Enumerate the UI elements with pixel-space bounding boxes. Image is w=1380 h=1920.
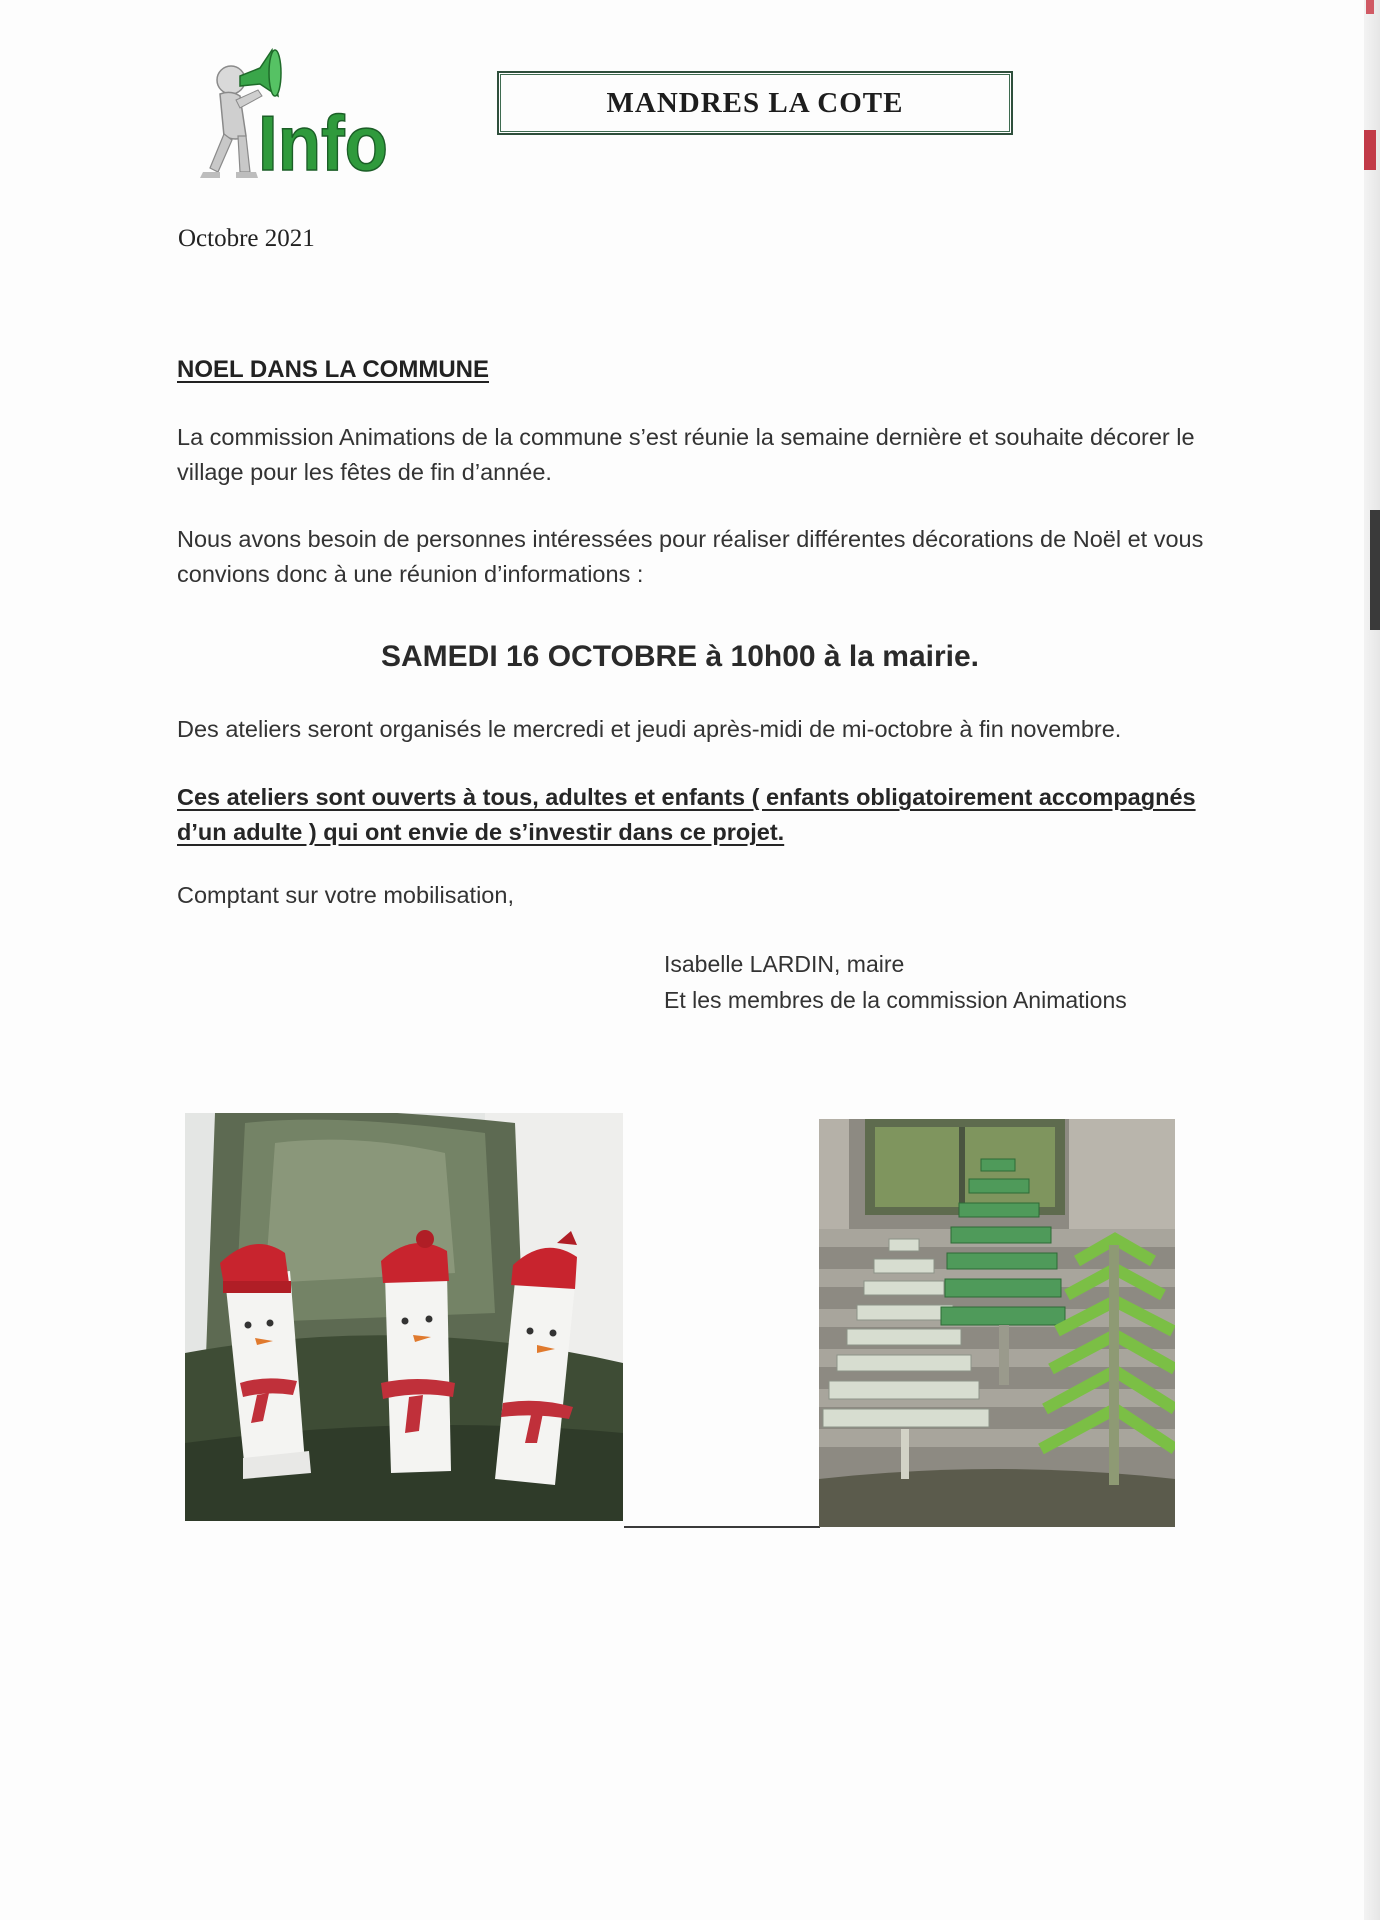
scan-edge-mark — [1366, 0, 1374, 14]
meeting-announcement — [0, 640, 1380, 674]
workshops-paragraph: Des ateliers seront organisés le mercredi et jeudi après-midi de mi-octobre à fin novembre. — [177, 716, 1122, 742]
logo-text: Info — [258, 99, 388, 187]
scan-edge-mark — [1370, 510, 1380, 630]
scan-edge-mark — [1364, 130, 1376, 170]
request-paragraph: Nous avons besoin de personnes intéressées pour réaliser différentes décorations de Noël et vous convions donc à une réunion d’informations : — [177, 526, 1204, 587]
closing-line: Comptant sur votre mobilisation, — [177, 882, 514, 908]
scan-page-edge — [1364, 0, 1380, 1920]
section-title: NOEL DANS LA COMMUNE — [177, 356, 489, 383]
intro-paragraph: La commission Animations de la commune s’est réunie la semaine dernière et souhaite décorer le village pour les fêtes de fin d’année. — [177, 424, 1195, 485]
commune-name: MANDRES LA COTE — [606, 86, 904, 119]
snowmen-photo — [185, 1113, 623, 1521]
document-date: Octobre 2021 — [178, 225, 315, 252]
signature-commission: Et les membres de la commission Animations — [664, 987, 1127, 1013]
signature-mayor: Isabelle LARDIN, maire — [664, 951, 905, 977]
commune-header-box — [497, 71, 1013, 135]
workshops-open-paragraph: Ces ateliers sont ouverts à tous, adultes et enfants ( enfants obligatoirement accompagnés d’un adulte ) qui ont envie de s’investir dans ce projet. — [177, 784, 1196, 845]
signature-block — [664, 946, 1127, 1018]
megaphone-figure-icon — [176, 38, 396, 188]
photo-divider-line — [624, 1526, 820, 1528]
wooden-trees-photo — [819, 1119, 1175, 1527]
meeting-text: SAMEDI 16 OCTOBRE à 10h00 à la mairie. — [380, 640, 980, 673]
info-logo — [176, 38, 396, 188]
